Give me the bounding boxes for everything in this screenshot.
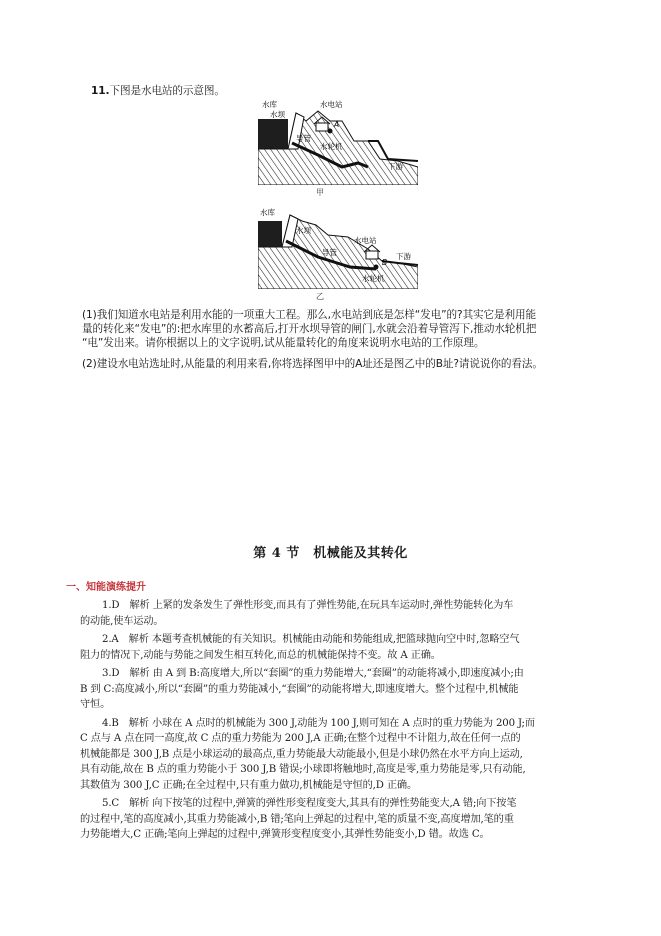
answer-item-3 (80, 666, 580, 713)
answer-line: B 到 C:高度减小,所以“套圈”的重力势能减小,“套圈”的动能将增大,即速度增大。整个过程中,机械能 (80, 683, 519, 695)
answer-line: 力势能增大,C 正确;笔向上弹起的过程中,弹簧形变程度变小,其弹性势能变小,D 错。故选 C。 (80, 829, 490, 840)
section-title: 第 4 节 机械能及其转化 (253, 546, 408, 561)
answer-item-1 (80, 598, 580, 629)
figure-jia-caption: 甲 (316, 188, 324, 197)
label-reservoir: 水库 (262, 100, 277, 109)
answer-line: 守恒。 (80, 699, 111, 710)
figure-jia (258, 97, 418, 185)
label-turbine: 水轮机 (320, 142, 343, 151)
answer-line: C 点与 A 点在同一高度,故 C 点的重力势能为 200 J,A 正确;在整个过程中不计阻力,故在任何一点的 (80, 733, 521, 744)
question-part-1 (82, 308, 536, 350)
answer-line: 的动能,使车运动。 (80, 615, 164, 627)
question-part-2: (2)建设水电站选址时,从能量的利用来看,你将选择图甲中的A址还是图乙中的B址?请说说你的看法。 (82, 358, 543, 370)
hydro-station-diagram-b (258, 205, 418, 289)
label-downstream: 下游 (396, 252, 411, 261)
figure-yi-caption: 乙 (316, 292, 324, 301)
figure-yi (258, 205, 418, 289)
label-dam: 水坝 (270, 110, 285, 119)
question-stem: 下图是水电站的示意图。 (109, 85, 225, 97)
answer-line: 2.A 解析 本题考查机械能的有关知识。机械能由动能和势能组成,把篮球抛向空中时,忽略空气 (102, 634, 520, 645)
answer-line: 其数值为 300 J,C 正确;在全过程中,只有重力做功,机械能是守恒的,D 正确。 (80, 779, 417, 791)
answer-line: 机械能都是 300 J,B 点是小球运动的最高点,重力势能最大动能最小,但是小球仍然在水平方向上运动, (80, 748, 523, 760)
part1-line: 量的转化来“发电”的:把水库里的水蓄高后,打开水坝导管的闸门,水就会沿着导管泻下,推动水轮机把 (82, 323, 537, 335)
answer-item-2 (80, 632, 580, 663)
label-station: 水电站 (354, 236, 377, 245)
section-subheading: 一、知能演练提升 (66, 582, 146, 593)
question-number: 11. (91, 85, 110, 97)
label-point-b: B (382, 258, 388, 267)
label-penstock: 导管 (296, 134, 311, 143)
answer-line: 4.B 解析 小球在 A 点时的机械能为 300 J,动能为 100 J,则可知在 A 点时的重力势能为 200 J;而 (102, 717, 535, 729)
answer-list (80, 598, 580, 843)
answer-line: 5.C 解析 向下按笔的过程中,弹簧的弹性形变程度变大,其具有的弹性势能变大,A 错;向下按笔 (102, 798, 517, 809)
answer-item-4 (80, 716, 580, 794)
part1-line: (1)我们知道水电站是利用水能的一项重大工程。那么,水电站到底是怎样“发电”的?其实它是利用能 (82, 309, 537, 321)
label-point-a: A (334, 120, 340, 129)
answer-line: 1.D 解析 上紧的发条发生了弹性形变,而具有了弹性势能,在玩具车运动时,弹性势能转化为车 (102, 600, 514, 611)
label-turbine: 水轮机 (362, 274, 385, 283)
hydro-station-diagram-a (258, 97, 418, 185)
answer-line: 的过程中,笔的高度减小,其重力势能减小,B 错;笔向上弹起的过程中,笔的质量不变,高度增加,笔的重 (80, 813, 514, 825)
answer-item-5 (80, 796, 580, 843)
answer-line: 阻力的情况下,动能与势能之间发生相互转化,而总的机械能保持不变。故 A 正确。 (80, 649, 441, 661)
answer-line: 具有动能,故在 B 点的重力势能小于 300 J,B 错误;小球即将触地时,高度是零,重力势能是零,只有动能, (80, 764, 526, 775)
part1-line: “电”发出来。请你根据以上的文字说明,试从能量转化的角度来说明水电站的工作原理。 (82, 337, 485, 349)
label-reservoir: 水库 (260, 208, 275, 217)
question-11-stem (91, 84, 225, 98)
label-dam: 水坝 (296, 226, 311, 235)
label-downstream: 下游 (388, 162, 403, 171)
answer-line: 3.D 解析 由 A 到 B:高度增大,所以“套圈”的重力势能增大,“套圈”的动能将减小,即速度减小;由 (102, 668, 524, 679)
label-station: 水电站 (320, 100, 343, 109)
label-penstock: 导管 (322, 248, 337, 257)
